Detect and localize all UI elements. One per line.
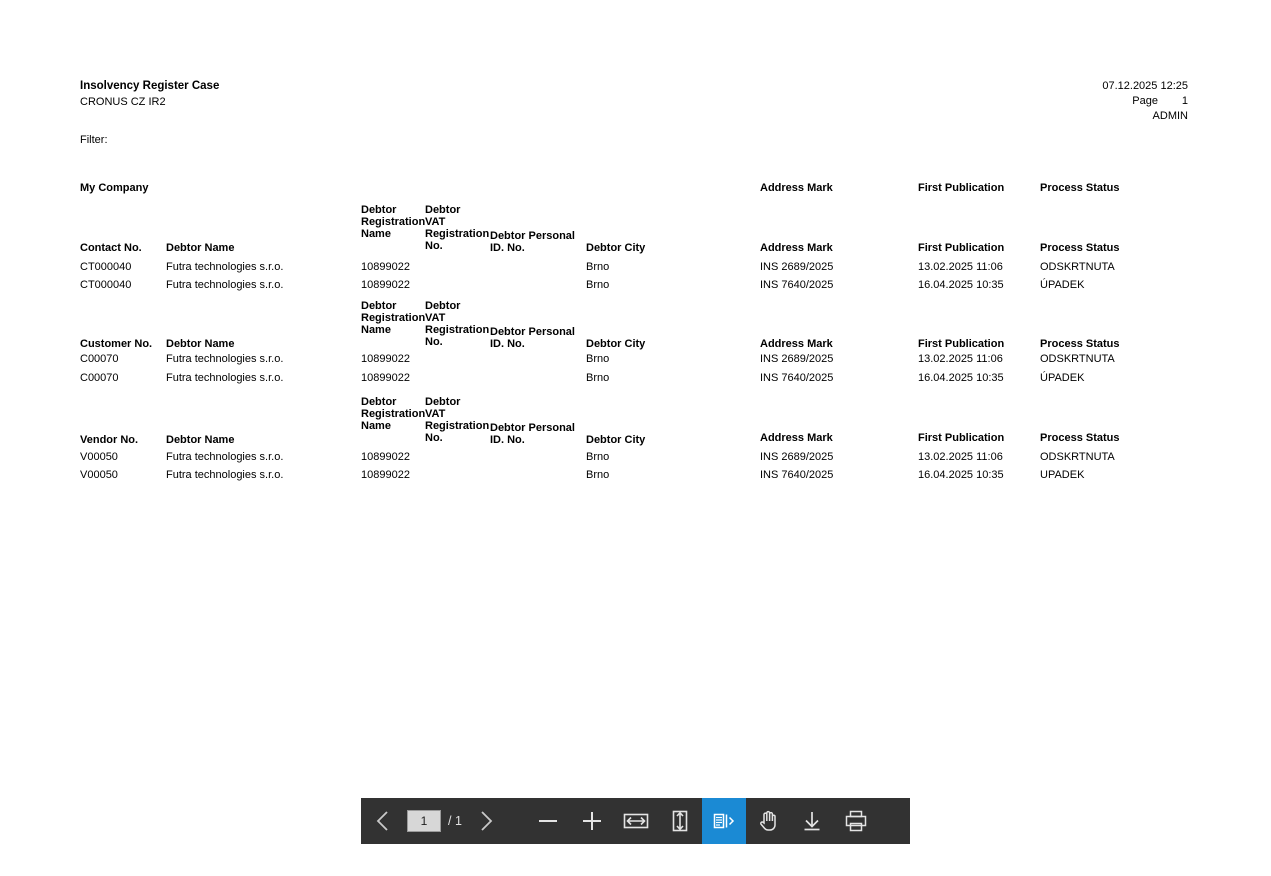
pan-tool-button[interactable] (746, 798, 790, 844)
fit-page-icon (667, 808, 693, 834)
report-section-vendor (0, 396, 1271, 490)
table-row: Brno (586, 261, 610, 273)
table-row: CT000040 (80, 279, 132, 291)
table-row: 13.02.2025 11:06 (918, 353, 1003, 365)
col-header-process-status: Process Status (1040, 242, 1120, 254)
table-row: INS 2689/2025 (760, 261, 834, 273)
next-page-button[interactable] (464, 798, 508, 844)
report-section-contact (0, 204, 1271, 298)
report-company-name: CRONUS CZ IR2 (80, 96, 166, 108)
table-row: 13.02.2025 11:06 (918, 261, 1003, 273)
table-row: Brno (586, 469, 610, 481)
col-header-debtor-city: Debtor City (586, 338, 646, 350)
table-row: 10899022 (361, 279, 410, 291)
table-row: 10899022 (361, 353, 410, 365)
table-row: Futra technologies s.r.o. (166, 279, 284, 291)
download-button[interactable] (790, 798, 834, 844)
fit-width-button[interactable] (614, 798, 658, 844)
col-header-process-status: Process Status (1040, 432, 1120, 444)
col-header-debtor-personal-id: Debtor Personal ID. No. (490, 422, 575, 446)
col-header-debtor-city: Debtor City (586, 242, 646, 254)
col-header-first-publication: First Publication (918, 338, 1005, 350)
table-row: INS 7640/2025 (760, 279, 834, 291)
col-header-debtor-name: Debtor Name (166, 242, 235, 254)
table-row: Futra technologies s.r.o. (166, 469, 284, 481)
table-row: 10899022 (361, 261, 410, 273)
page-number-input[interactable] (407, 810, 441, 832)
fit-width-icon (622, 808, 650, 834)
page-number: 1 (1181, 95, 1188, 107)
col-header-debtor-vat-no: Debtor VAT Registration No. (425, 204, 490, 252)
table-row: C00070 (80, 353, 119, 365)
table-row: Futra technologies s.r.o. (166, 261, 284, 273)
table-row: Brno (586, 353, 610, 365)
col-header-address-mark: Address Mark (760, 242, 833, 254)
table-row: CT000040 (80, 261, 132, 273)
report-user: ADMIN (1152, 110, 1188, 122)
report-header-right (1102, 79, 1188, 124)
table-row: 10899022 (361, 469, 410, 481)
table-row: ODSKRTNUTA (1040, 451, 1115, 463)
table-row: 16.04.2025 10:35 (918, 279, 1004, 291)
report-datetime: 07.12.2025 12:25 (1102, 80, 1188, 92)
table-row: INS 7640/2025 (760, 469, 834, 481)
report-header-left (80, 79, 219, 109)
report-page-indicator (1102, 94, 1188, 109)
table-row: 10899022 (361, 451, 410, 463)
minus-icon (535, 808, 561, 834)
table-row: ÚPADEK (1040, 372, 1085, 384)
table-row: INS 7640/2025 (760, 372, 834, 384)
col-header-debtor-name: Debtor Name (166, 434, 235, 446)
col-header-debtor-vat-no: Debtor VAT Registration No. (425, 396, 490, 444)
table-row: 16.04.2025 10:35 (918, 469, 1004, 481)
table-row: 13.02.2025 11:06 (918, 451, 1003, 463)
table-row: ODSKRTNUTA (1040, 261, 1115, 273)
chevron-left-icon (375, 809, 391, 833)
table-row: C00070 (80, 372, 119, 384)
filter-label: Filter: (80, 134, 108, 146)
company-group-label: My Company (80, 182, 149, 194)
fit-page-button[interactable] (658, 798, 702, 844)
col-header-address-mark: Address Mark (760, 338, 833, 350)
hand-icon (755, 808, 781, 834)
chevron-right-icon (478, 809, 494, 833)
table-row: Brno (586, 451, 610, 463)
col-header-debtor-personal-id: Debtor Personal ID. No. (490, 326, 575, 350)
col-header-debtor-city: Debtor City (586, 434, 646, 446)
report-title: Insolvency Register Case (80, 80, 220, 92)
zoom-out-button[interactable] (526, 798, 570, 844)
group-header-first-publication: First Publication (918, 182, 1005, 194)
pdf-viewer-toolbar (361, 798, 910, 844)
print-button[interactable] (834, 798, 878, 844)
table-row: ÚPADEK (1040, 279, 1085, 291)
page-layout-button[interactable] (702, 798, 746, 844)
group-header-process-status: Process Status (1040, 182, 1120, 194)
table-row: 10899022 (361, 372, 410, 384)
page-label: Page (1132, 95, 1158, 107)
page-number-group (405, 798, 464, 844)
table-row: Futra technologies s.r.o. (166, 353, 284, 365)
table-row: 16.04.2025 10:35 (918, 372, 1004, 384)
table-row: Brno (586, 279, 610, 291)
zoom-in-button[interactable] (570, 798, 614, 844)
table-row: Brno (586, 372, 610, 384)
table-row: V00050 (80, 469, 118, 481)
col-header-process-status: Process Status (1040, 338, 1120, 350)
previous-page-button[interactable] (361, 798, 405, 844)
download-icon (799, 808, 825, 834)
col-header-debtor-registration-name: Debtor Registration Name (361, 204, 426, 240)
table-row: Futra technologies s.r.o. (166, 372, 284, 384)
report-section-customer (0, 300, 1271, 394)
group-header-address-mark: Address Mark (760, 182, 833, 194)
col-header-debtor-vat-no: Debtor VAT Registration No. (425, 300, 490, 348)
table-row: ODSKRTNUTA (1040, 353, 1115, 365)
table-row: INS 2689/2025 (760, 353, 834, 365)
table-row: Futra technologies s.r.o. (166, 451, 284, 463)
printer-icon (842, 808, 870, 834)
col-header-debtor-name: Debtor Name (166, 338, 235, 350)
col-header-debtor-personal-id: Debtor Personal ID. No. (490, 230, 575, 254)
plus-icon (579, 808, 605, 834)
col-header-debtor-registration-name: Debtor Registration Name (361, 396, 426, 432)
col-header-address-mark: Address Mark (760, 432, 833, 444)
col-header-key: Contact No. (80, 242, 142, 254)
page-layout-icon (711, 808, 737, 834)
col-header-first-publication: First Publication (918, 432, 1005, 444)
table-row: UPADEK (1040, 469, 1085, 481)
company-group-header (0, 182, 1271, 195)
table-row: INS 2689/2025 (760, 451, 834, 463)
col-header-first-publication: First Publication (918, 242, 1005, 254)
page-total-label: / 1 (448, 814, 462, 828)
table-row: V00050 (80, 451, 118, 463)
col-header-key: Customer No. (80, 338, 153, 350)
col-header-debtor-registration-name: Debtor Registration Name (361, 300, 426, 336)
col-header-key: Vendor No. (80, 434, 139, 446)
